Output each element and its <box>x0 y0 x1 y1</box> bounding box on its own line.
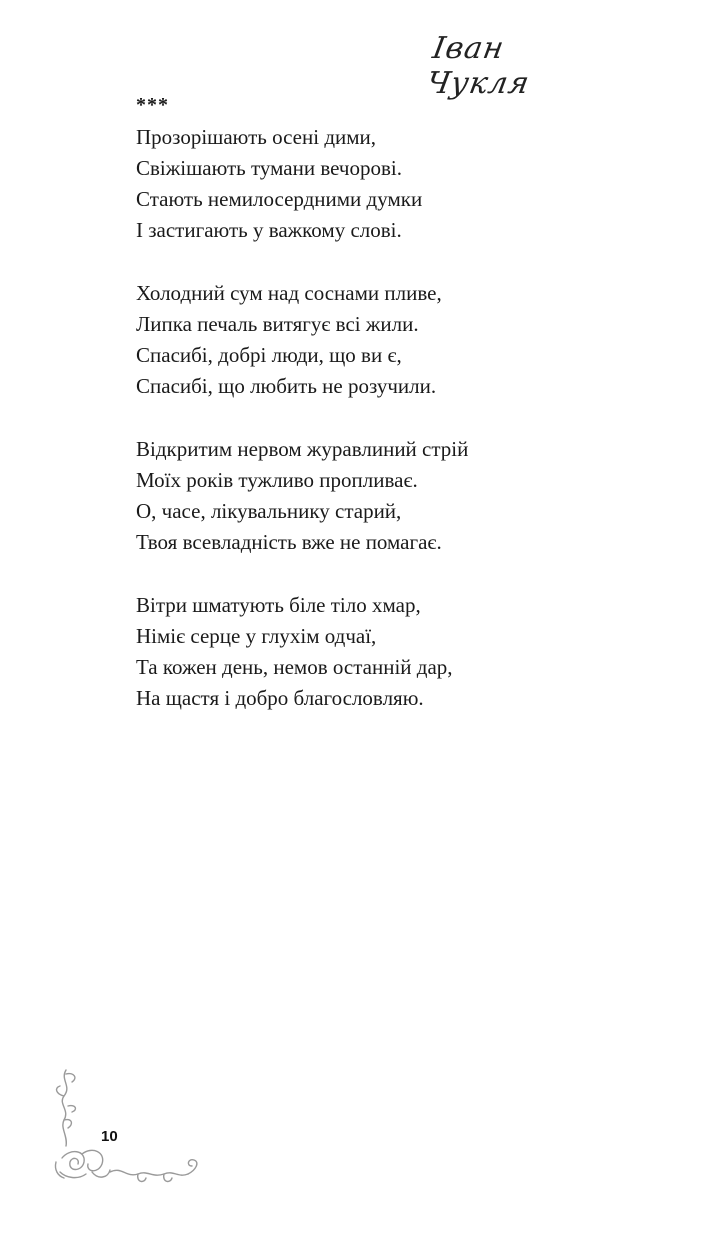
author-signature-text: Іван Чукля <box>423 31 533 101</box>
poem-line: Вітри шматують біле тіло хмар, <box>136 593 421 617</box>
poem <box>136 92 656 746</box>
author-signature <box>423 31 610 101</box>
poem-separator: *** <box>136 94 169 116</box>
stanza-1 <box>136 122 656 246</box>
poem-line: Прозорішають осені дими, <box>136 125 377 149</box>
stanza-4 <box>136 590 656 714</box>
poem-line: На щастя і добро благословляю. <box>136 686 424 710</box>
poem-line: Липка печаль витягує всі жили. <box>136 312 419 336</box>
stanza-3 <box>136 434 656 558</box>
poem-line: Стають немилосердними думки <box>136 187 423 211</box>
page-number: 10 <box>101 1128 118 1145</box>
stanza-2 <box>136 278 656 402</box>
poem-line: Моїх років тужливо пропливає. <box>136 468 418 492</box>
poem-line: Та кожен день, немов останній дар, <box>136 655 453 679</box>
poem-line: Твоя всевладність вже не помагає. <box>136 530 442 554</box>
poem-line: О, часе, лікувальнику старий, <box>136 499 402 523</box>
poem-line: Німіє серце у глухім одчаї, <box>136 624 377 648</box>
poem-line: Спасибі, що любить не розучили. <box>136 374 437 398</box>
poem-line: І застигають у важкому слові. <box>136 218 402 242</box>
poem-line: Відкритим нервом журавлиний стрій <box>136 437 469 461</box>
poem-line: Спасибі, добрі люди, що ви є, <box>136 343 402 367</box>
poem-line: Свіжішають тумани вечорові. <box>136 156 402 180</box>
poem-line: Холодний сум над соснами пливе, <box>136 281 442 305</box>
floral-corner-ornament-icon <box>52 1066 212 1196</box>
